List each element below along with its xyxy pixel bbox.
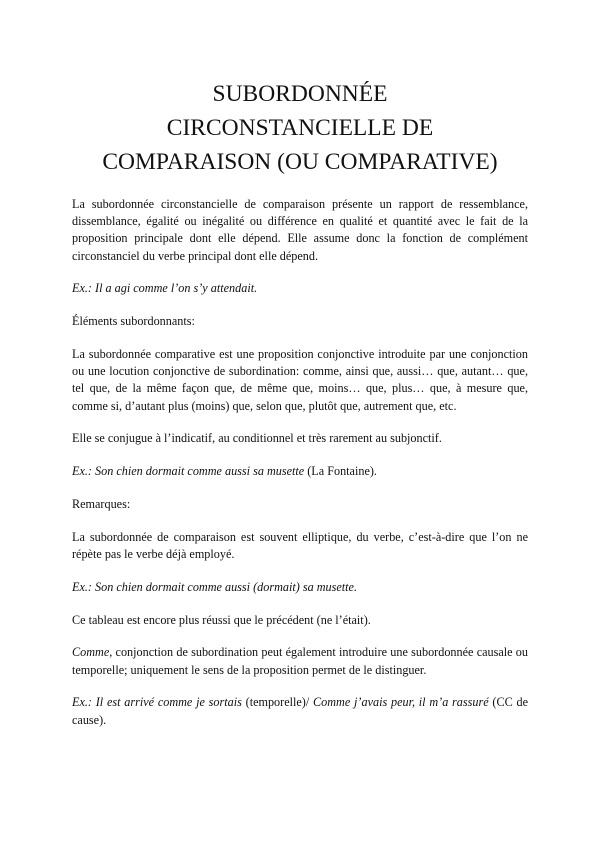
elements-paragraph: La subordonnée comparative est une proposition conjonctive introduite par une conjonction ou une locution conjonctive de subordination: comme, ainsi que, aussi… que, autant… que, tel que, de la même façon que, de même que, moins… que, plus… que, à mesure que, comme si, d’autant plus (moins) que, selon que, plutôt que, autrement que, etc. [72, 347, 528, 413]
mood-paragraph: Elle se conjugue à l’indicatif, au conditionnel et très rarement au subjonctif. [72, 431, 442, 446]
example-2-text: Ex.: Son chien dormait comme aussi sa musette [72, 464, 305, 479]
elements-heading: Éléments subordonnants: [72, 314, 195, 329]
example-4 [72, 694, 528, 728]
example-4-part-4: (CC de cause). [72, 695, 528, 727]
example-2-source: (La Fontaine). [304, 464, 377, 479]
example-2 [72, 463, 528, 480]
example-4-part-1: Ex.: Il est arrivé comme je sortais [72, 695, 242, 710]
document-body [72, 196, 528, 744]
page-title [60, 77, 540, 179]
remark-1: La subordonnée de comparaison est souvent elliptique, du verbe, c’est-à-dire que l’on ne répète pas le verbe déjà employé. [72, 529, 528, 561]
remark-3-rest: , conjonction de subordination peut également introduire une subordonnée causale ou temporelle; uniquement le sens de la proposition permet de le distinguer. [72, 645, 528, 677]
remark-2: Ce tableau est encore plus réussi que le précédent (ne l’était). [72, 612, 371, 627]
title-line-3: COMPARAISON (OU COMPARATIVE) [102, 149, 498, 175]
remarks-heading: Remarques: [72, 497, 131, 511]
example-4-part-3: Comme j’avais peur, il m’a rassuré [313, 695, 489, 710]
example-1 [72, 280, 528, 297]
title-line-1: SUBORDONNÉE [212, 81, 388, 107]
title-line-2: CIRCONSTANCIELLE DE [166, 115, 434, 141]
example-3 [72, 579, 528, 596]
example-3-text: Ex.: Son chien dormait comme aussi (dormait) sa musette. [72, 579, 358, 594]
intro-paragraph: La subordonnée circonstancielle de comparaison présente un rapport de ressemblance, dissemblance, égalité ou inégalité ou différence en qualité et quantité avec le fait de la proposition principale dont elle dépend. Elle assume donc la fonction de complément circonstanciel du verbe principal dont elle dépend. [72, 197, 528, 263]
example-4-part-2: (temporelle)/ [241, 695, 314, 710]
example-1-text: Ex.: Il a agi comme l’on s’y attendait. [72, 281, 258, 296]
remark-3-word: Comme [72, 645, 110, 660]
remark-3 [72, 644, 528, 678]
